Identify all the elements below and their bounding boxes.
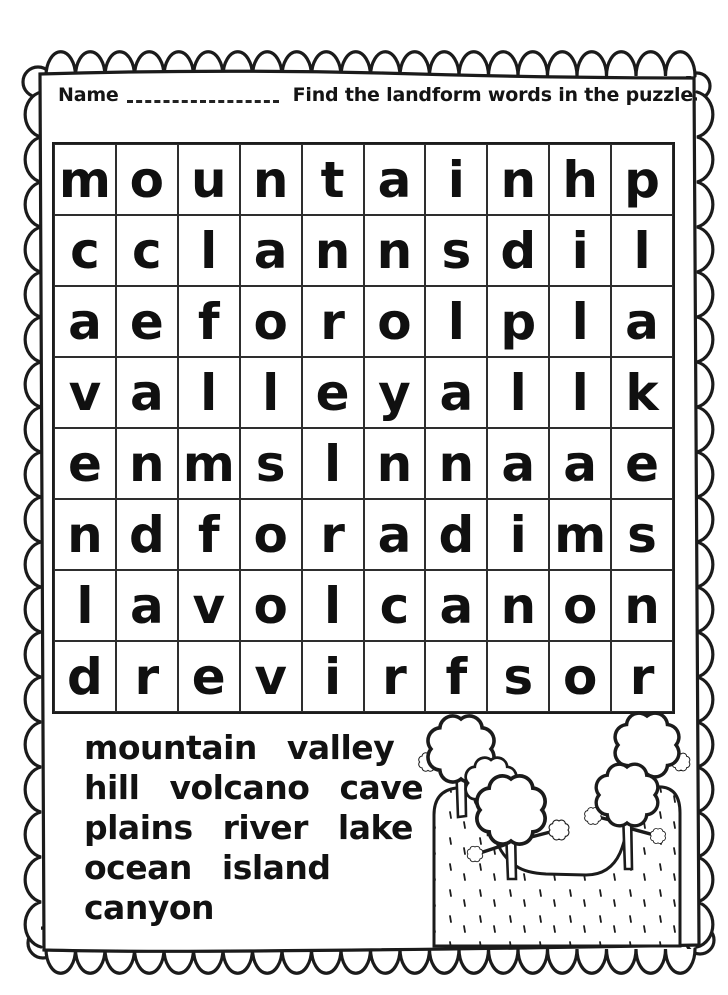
grid-cell[interactable]: a (611, 286, 673, 357)
grid-cell[interactable]: v (54, 357, 116, 428)
grid-cell[interactable]: t (302, 144, 364, 215)
grid-cell[interactable]: n (54, 499, 116, 570)
grid-cell[interactable]: l (549, 286, 611, 357)
grid-cell[interactable]: f (178, 499, 240, 570)
instruction-text: Find the landform words in the puzzle (292, 84, 694, 106)
grid-cell[interactable]: n (487, 144, 549, 215)
grid-cell[interactable]: n (487, 570, 549, 641)
grid-cell[interactable]: o (364, 286, 426, 357)
word-item: plains (84, 808, 193, 847)
name-blank-field[interactable] (127, 96, 279, 103)
grid-cell[interactable]: l (425, 286, 487, 357)
grid-cell[interactable]: m (54, 144, 116, 215)
grid-cell[interactable]: l (549, 357, 611, 428)
word-list-line (84, 728, 423, 768)
grid-cell[interactable]: y (364, 357, 426, 428)
valley-trees-illustration (414, 703, 700, 948)
grid-cell[interactable]: f (178, 286, 240, 357)
grid-cell[interactable]: e (302, 357, 364, 428)
word-item: cave (339, 768, 424, 807)
grid-cell[interactable]: e (611, 428, 673, 499)
word-item: hill (84, 768, 140, 807)
grid-cell[interactable]: p (487, 286, 549, 357)
grid-cell[interactable]: i (302, 641, 364, 712)
grid-cell[interactable]: o (116, 144, 178, 215)
grid-cell[interactable]: a (364, 499, 426, 570)
grid-cell[interactable]: m (549, 499, 611, 570)
grid-cell[interactable]: o (240, 499, 302, 570)
grid-cell[interactable]: n (364, 428, 426, 499)
word-item: canyon (84, 888, 214, 927)
grid-cell[interactable]: a (116, 570, 178, 641)
grid-cell[interactable]: n (425, 428, 487, 499)
grid-cell[interactable]: e (54, 428, 116, 499)
grid-cell[interactable]: i (549, 215, 611, 286)
name-label: Name (58, 84, 119, 106)
grid-cell[interactable]: c (116, 215, 178, 286)
grid-cell[interactable]: o (240, 570, 302, 641)
grid-cell[interactable]: h (549, 144, 611, 215)
grid-cell[interactable]: n (302, 215, 364, 286)
word-item: lake (337, 808, 413, 847)
word-item: valley (286, 728, 395, 767)
grid-cell[interactable]: e (178, 641, 240, 712)
grid-cell[interactable]: l (178, 215, 240, 286)
word-item: ocean (84, 848, 192, 887)
grid-cell[interactable]: s (487, 641, 549, 712)
word-search-grid (52, 142, 675, 714)
grid-cell[interactable]: r (611, 641, 673, 712)
grid-cell[interactable]: c (54, 215, 116, 286)
grid-cell[interactable]: a (487, 428, 549, 499)
grid-cell[interactable]: a (549, 428, 611, 499)
grid-cell[interactable]: o (240, 286, 302, 357)
grid-cell[interactable]: n (611, 570, 673, 641)
grid-cell[interactable]: e (116, 286, 178, 357)
grid-cell[interactable]: l (178, 357, 240, 428)
grid-cell[interactable]: r (364, 641, 426, 712)
grid-cell[interactable]: a (116, 357, 178, 428)
worksheet-header (58, 84, 693, 106)
grid-cell[interactable]: v (178, 570, 240, 641)
word-list (84, 728, 423, 928)
grid-cell[interactable]: k (611, 357, 673, 428)
word-item: mountain (84, 728, 257, 767)
word-item: volcano (169, 768, 310, 807)
grid-cell[interactable]: m (178, 428, 240, 499)
grid-cell[interactable]: a (240, 215, 302, 286)
word-list-line (84, 768, 423, 808)
grid-cell[interactable]: f (425, 641, 487, 712)
word-list-line (84, 808, 423, 848)
grid-cell[interactable]: i (425, 144, 487, 215)
grid-cell[interactable]: l (611, 215, 673, 286)
grid-cell[interactable]: s (425, 215, 487, 286)
grid-cell[interactable]: l (54, 570, 116, 641)
grid-cell[interactable]: a (54, 286, 116, 357)
grid-cell[interactable]: l (302, 428, 364, 499)
word-item: river (222, 808, 308, 847)
grid-cell[interactable]: o (549, 570, 611, 641)
grid-cell[interactable]: a (425, 570, 487, 641)
grid-cell[interactable]: c (364, 570, 426, 641)
grid-cell[interactable]: r (302, 286, 364, 357)
grid-cell[interactable]: l (487, 357, 549, 428)
grid-cell[interactable]: o (549, 641, 611, 712)
word-list-line (84, 848, 423, 888)
grid-cell[interactable]: v (240, 641, 302, 712)
grid-cell[interactable]: a (364, 144, 426, 215)
grid-cell[interactable]: d (116, 499, 178, 570)
grid-cell[interactable]: n (240, 144, 302, 215)
grid-cell[interactable]: i (487, 499, 549, 570)
grid-cell[interactable]: s (240, 428, 302, 499)
grid-cell[interactable]: r (302, 499, 364, 570)
grid-cell[interactable]: l (240, 357, 302, 428)
word-list-line (84, 888, 423, 928)
grid-cell[interactable]: n (116, 428, 178, 499)
grid-cell[interactable]: d (425, 499, 487, 570)
word-item: island (221, 848, 331, 887)
grid-cell[interactable]: u (178, 144, 240, 215)
grid-cell[interactable]: n (364, 215, 426, 286)
grid-cell[interactable]: s (611, 499, 673, 570)
grid-cell[interactable]: a (425, 357, 487, 428)
grid-cell[interactable]: l (302, 570, 364, 641)
grid-cell[interactable]: r (116, 641, 178, 712)
grid-cell[interactable]: d (487, 215, 549, 286)
grid-cell[interactable]: d (54, 641, 116, 712)
grid-cell[interactable]: p (611, 144, 673, 215)
